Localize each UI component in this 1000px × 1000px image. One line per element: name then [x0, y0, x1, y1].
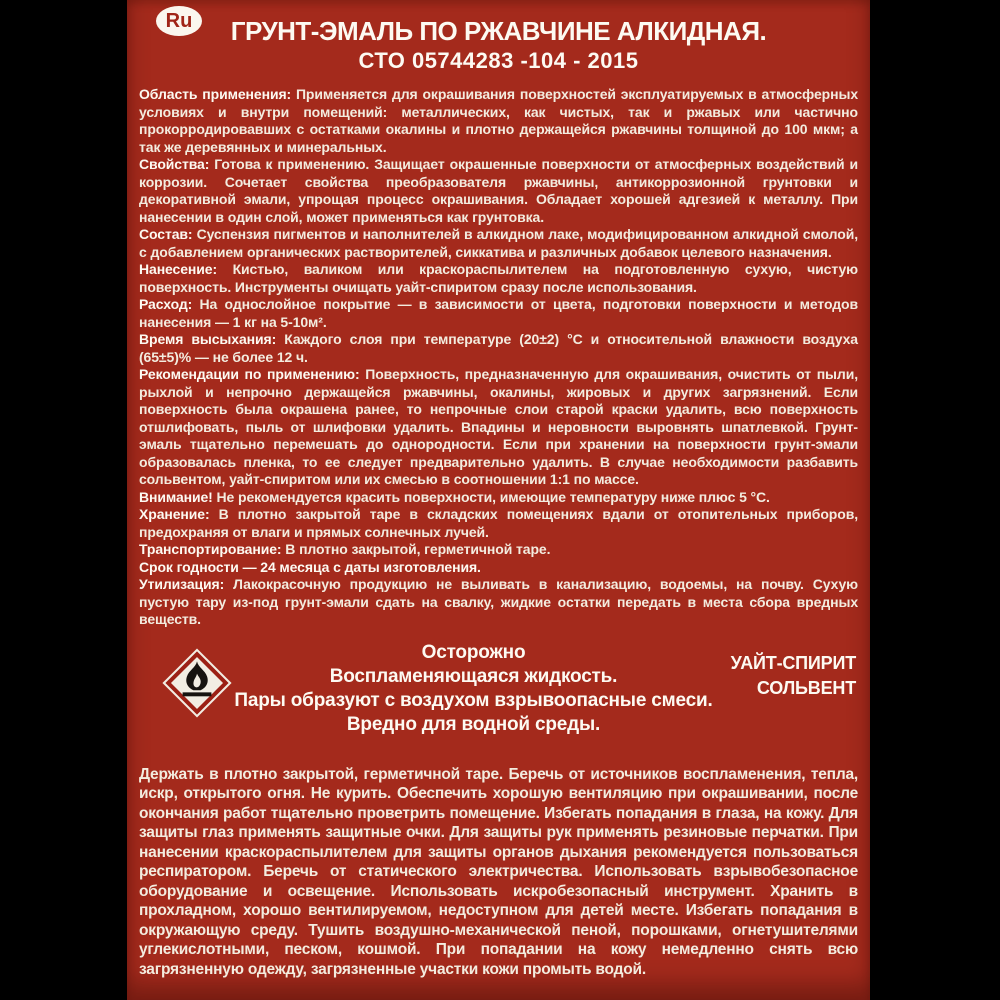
warning-block: [139, 641, 858, 749]
section-text: Каждого слоя при температуре (20±2) °С и относительной влажности воздуха (65±5)% — не более 12 ч.: [139, 331, 858, 365]
section-paragraph: [139, 86, 858, 156]
section-text: Лакокрасочную продукцию не выливать в канализацию, водоемы, на почву. Сухую пустую тару из-под грунт-эмали сдать на свалку, жидкие остатки передать в места сбора вредных веществ.: [139, 576, 858, 627]
standard-number: СТО 05744283 -104 - 2015: [358, 48, 639, 73]
ghs-flammable-icon: [161, 647, 233, 719]
section-label: Время высыхания:: [139, 331, 277, 347]
section-label: Утилизация:: [139, 576, 225, 592]
section-label: Свойства:: [139, 156, 210, 172]
section-text: Суспензия пигментов и наполнителей в алкидном лаке, модифицированном алкидной смолой, с добавлением органических растворителей, сиккатива и различных добавок целевого назначения.: [139, 226, 858, 260]
section-label: Внимание!: [139, 488, 213, 505]
product-title: ГРУНТ-ЭМАЛЬ ПО РЖАВЧИНЕ АЛКИДНАЯ.: [230, 16, 767, 46]
warning-line: Осторожно: [421, 641, 526, 663]
section-text: Готова к применению. Защищает окрашенные поверхности от атмосферных воздействий и коррозии. Сочетает свойства преобразователя ржавчины, антикоррозионной грунтовки и декоративной эмали, упрощая процесс окрашивания. Обладает хорошей адгезией к металлу. При нанесении в один слой, может применяться как грунтовка.: [139, 156, 858, 225]
section-label: Транспортирование:: [139, 541, 282, 557]
section-text: На однослойное покрытие — в зависимости от цвета, подготовки поверхности и методов нанесения — 1 кг на 5-10м².: [139, 296, 859, 330]
solvent-names: [731, 651, 856, 701]
section-label: Рекомендации по применению:: [139, 366, 360, 382]
section-paragraph: [139, 541, 858, 559]
solvent-name: СОЛЬВЕНТ: [756, 677, 856, 698]
product-label: [127, 0, 870, 1000]
section-paragraph: [139, 261, 858, 296]
section-paragraph: [139, 559, 858, 577]
section-label: Расход:: [139, 296, 193, 312]
section-text: Кистью, валиком или краскораспылителем на подготовленную сухую, чистую поверхность. Инструменты очищать уайт-спиритом сразу после использования.: [139, 261, 858, 295]
section-text: Не рекомендуется красить поверхности, имеющие температуру ниже плюс 5 °С.: [216, 488, 770, 505]
section-text: В плотно закрытой таре в складских помещениях вдали от отопительных приборов, предохраняя от влаги и прямых солнечных лучей.: [139, 506, 858, 540]
ru-badge: Ru: [156, 6, 202, 36]
section-label: Хранение:: [139, 506, 210, 522]
section-text: В плотно закрытой, герметичной таре.: [285, 541, 551, 557]
warning-line: Вредно для водной среды.: [346, 713, 601, 735]
section-label: Область применения:: [139, 86, 292, 102]
sections-container: [139, 86, 858, 629]
safety-instructions: Держать в плотно закрытой, герметичной таре. Беречь от источников воспламенения, тепла, искр, открытого огня. Не курить. Обеспечить хорошую вентиляцию при окрашивании, после окончания работ тщательно проветрить помещение. Избегать попадания в глаза, на кожу. Для защиты глаз применять защитные очки. Для защиты рук применять резиновые перчатки. При нанесении краскораспылителем для защиты органов дыхания рекомендуется пользоваться респиратором. Беречь от статического электричества. Использовать взрывобезопасное оборудование и освещение. Использовать искробезопасный инструмент. Хранить в прохладном, хорошо вентилируемом, недоступном для детей месте. Избегать попадания в окружающую среду. Тушить воздушно-механической пеной, порошками, огнетушителями углекислотными, песком, кошмой. При попадании на кожу немедленно снять всю загрязненную одежду, загрязненные участки кожи промыть водой.: [139, 765, 858, 978]
section-paragraph: [139, 576, 858, 629]
section-paragraph: [139, 296, 858, 331]
section-paragraph: [139, 366, 858, 489]
solvent-name: УАЙТ-СПИРИТ: [730, 652, 856, 673]
warning-caution-text: [229, 641, 718, 737]
warning-line: Воспламеняющаяся жидкость.: [329, 665, 618, 687]
section-label: Нанесение:: [139, 261, 218, 277]
section-text: Поверхность, предназначенную для окрашивания, очистить от пыли, рыхлой и непрочно держащейся ржавчины, окалины, жировых и других загрязнений. Если поверхность была окрашена ранее, то непрочные слои старой краски удалить, всю поверхность отшлифовать, пыль от шлифовки удалить. Впадины и неровности выровнять шпатлевкой. Грунт-эмаль тщательно перемешать до однородности. Если при хранении на поверхности грунт-эмали образовалась пленка, то ее следует предварительно удалить. В случае необходимости разбавить сольвентом, уайт-спиритом или их смесью в соотношении 1:1 по массе.: [139, 366, 858, 487]
section-paragraph: [139, 226, 858, 261]
section-paragraph: [139, 489, 858, 507]
section-label: Срок годности — 24 месяца с даты изготовления.: [139, 558, 481, 575]
section-paragraph: [139, 331, 858, 366]
warning-line: Пары образуют с воздухом взрывоопасные смеси.: [234, 689, 713, 711]
label-header: [139, 0, 858, 74]
section-paragraph: [139, 506, 858, 541]
section-text: Применяется для окрашивания поверхностей эксплуатируемых в атмосферных условиях и внутри помещений: металлических, как чистых, так и ржавых или частично прокорродировавших с остатками окалины и плотно держащейся ржавчины толщиной до 100 мкм; а так же деревянных и минеральных.: [139, 86, 859, 155]
section-paragraph: [139, 156, 858, 226]
section-label: Состав:: [139, 226, 193, 242]
